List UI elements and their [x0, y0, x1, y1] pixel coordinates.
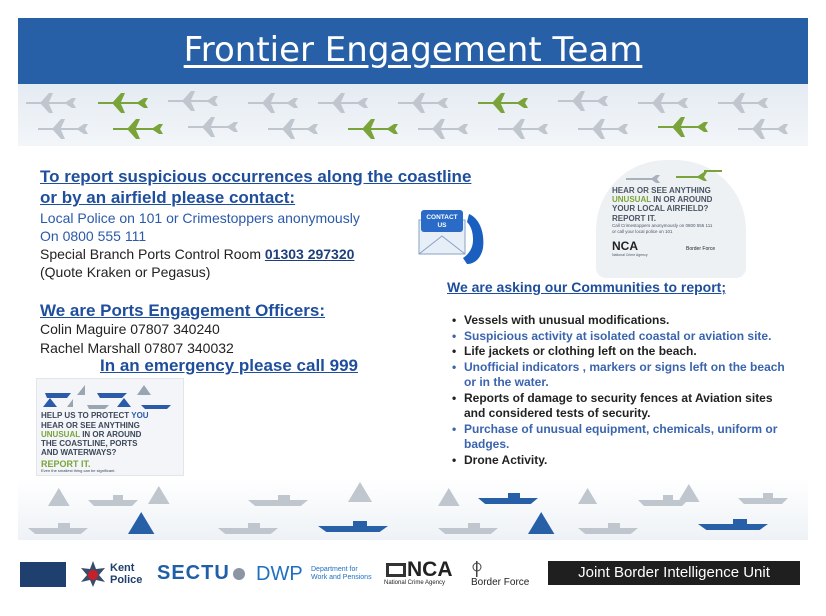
nca-crest-icon — [385, 561, 407, 579]
sectu-logo: SECTU — [157, 562, 230, 584]
quote-line: (Quote Kraken or Pegasus) — [40, 264, 211, 280]
poster-line3: UNUSUAL IN OR AROUND — [41, 430, 142, 439]
poster-footnote: Even the smallest thing can be significant. — [41, 468, 116, 473]
ship-icon — [438, 523, 498, 534]
aircraft-icon — [398, 93, 448, 113]
ships-icon — [37, 381, 183, 411]
sailboat-icon — [678, 484, 700, 502]
special-branch-number[interactable]: 01303 297320 — [264, 246, 355, 262]
nca-logo: NCA — [407, 558, 453, 581]
poster-line5: AND WATERWAYS? — [41, 448, 117, 457]
rp-line1: HEAR OR SEE ANYTHING — [612, 186, 711, 195]
dwp-subtitle: Department for Work and Pensions — [311, 566, 372, 581]
contact-badge-line1: CONTACT — [426, 214, 458, 221]
special-branch-line: Special Branch Ports Control Room 01303 297320 — [40, 246, 355, 262]
sailboat-icon — [528, 512, 554, 534]
coastline-poster — [36, 378, 184, 476]
rp-nca-logo: NCA — [612, 239, 638, 253]
aircraft-band — [18, 84, 808, 146]
officer-rachel: Rachel Marshall 07807 340032 — [40, 340, 234, 356]
rp-line3: YOUR LOCAL AIRFIELD? — [612, 204, 709, 213]
aircraft-icon — [478, 93, 528, 113]
aircraft-icon — [558, 91, 608, 111]
aircraft-icon — [578, 119, 628, 139]
contact-badge-line2: US — [437, 222, 447, 229]
aircraft-icon — [98, 93, 148, 113]
ships-band — [18, 478, 808, 540]
ship-icon — [28, 523, 88, 534]
crest-icon — [232, 566, 246, 582]
emergency-line: In an emergency please call 999 — [100, 356, 358, 375]
list-item: • Life jackets or clothing left on the beach. — [452, 344, 797, 360]
rp-border-force: Border Force — [686, 246, 716, 252]
aircraft-icon — [113, 119, 163, 139]
local-police-line: Local Police on 101 or Crimestoppers anonymously — [40, 210, 360, 226]
list-item: • Suspicious activity at isolated coastal or aviation site. — [452, 329, 797, 345]
aircraft-icon — [718, 93, 768, 113]
sailboat-icon — [348, 482, 372, 502]
rp-line5: Call Crimestoppers anonymously on 0800 555 111 — [612, 223, 713, 228]
aircraft-icon — [168, 91, 218, 111]
nca-subtitle: National Crime Agency — [384, 580, 446, 586]
report-heading: To report suspicious occurrences along the coastline or by an airfield please contact: — [40, 167, 472, 207]
footer-block — [20, 562, 66, 587]
aircraft-icon — [248, 93, 298, 113]
sailboat-icon — [148, 486, 170, 504]
aircraft-icon — [268, 119, 318, 139]
aircraft-icon — [418, 119, 468, 139]
jbiu-banner: Joint Border Intelligence Unit — [548, 561, 800, 585]
aircraft-icon — [188, 117, 238, 137]
ship-icon — [478, 493, 538, 504]
communities-list — [452, 313, 797, 468]
crimestoppers-line: On 0800 555 111 — [40, 228, 147, 244]
list-item: • Reports of damage to security fences at Aviation sites and considered tests of security. — [452, 391, 797, 422]
contact-us-phone-icon — [417, 208, 491, 270]
communities-heading: We are asking our Communities to report; — [447, 279, 727, 295]
ship-icon — [578, 523, 638, 534]
officer-colin: Colin Maguire 07807 340240 — [40, 321, 220, 337]
rp-report-it: REPORT IT. — [612, 214, 657, 223]
aircraft-icon — [318, 93, 368, 113]
rp-line2: UNUSUAL IN OR AROUND — [612, 195, 713, 204]
airfield-poster — [596, 160, 746, 278]
aircraft-icon — [738, 119, 788, 139]
kent-police-badge-icon — [78, 560, 108, 588]
list-item: • Vessels with unusual modifications. — [452, 313, 797, 329]
list-item: • Unofficial indicators , markers or signs left on the beach or in the water. — [452, 360, 797, 391]
poster-line4: THE COASTLINE, PORTS — [41, 439, 138, 448]
sailboat-icon — [438, 488, 460, 506]
border-force-logo: Border Force — [471, 577, 530, 588]
list-item: • Purchase of unusual equipment, chemicals, uniform or badges. — [452, 422, 797, 453]
dwp-logo: DWP — [256, 563, 303, 585]
sailboat-icon — [48, 488, 70, 506]
border-force-crest-icon — [470, 560, 484, 578]
aircraft-icon — [348, 119, 398, 139]
sailboat-icon — [128, 512, 154, 534]
aircraft-icon — [26, 93, 76, 113]
poster-line2: HEAR OR SEE ANYTHING — [41, 421, 140, 430]
poster-line1: HELP US TO PROTECT YOU — [41, 411, 149, 420]
ship-icon — [638, 495, 688, 506]
page-title: Frontier Engagement Team — [183, 30, 643, 70]
aircraft-icon — [658, 117, 708, 137]
officers-heading: We are Ports Engagement Officers: — [40, 301, 325, 320]
rp-nca-sub: National Crime Agency — [612, 253, 648, 257]
ship-icon — [248, 495, 308, 506]
rp-line6: or call your local police on 101 — [612, 229, 673, 234]
ship-icon — [218, 523, 278, 534]
ship-icon — [318, 521, 388, 532]
sailboat-icon — [578, 488, 597, 504]
list-item: • Drone Activity. — [452, 453, 797, 469]
aircraft-icon — [38, 119, 88, 139]
kent-police-logo: Kent Police — [110, 562, 143, 586]
aircraft-icon — [638, 93, 688, 113]
ship-icon — [88, 495, 138, 506]
ship-icon — [698, 519, 768, 530]
poster-report-it: REPORT IT. — [41, 459, 91, 469]
ship-icon — [738, 493, 788, 504]
aircraft-icon — [498, 119, 548, 139]
aircraft-icon — [596, 166, 746, 188]
